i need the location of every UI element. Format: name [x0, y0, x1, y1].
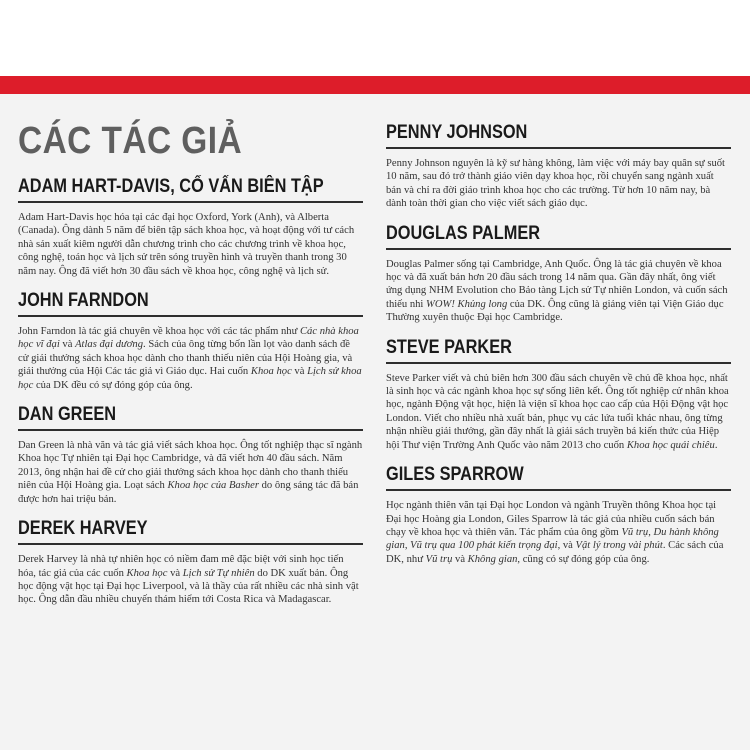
divider — [386, 362, 731, 364]
author-entry-palmer — [386, 223, 731, 325]
author-name: JOHN FARNDON — [18, 290, 149, 312]
left-column — [18, 120, 363, 619]
author-entry-harvey — [18, 518, 363, 607]
divider — [18, 201, 363, 203]
author-entry-johnson — [386, 122, 731, 211]
author-name: GILES SPARROW — [386, 464, 524, 486]
author-entry-hart-davis — [18, 176, 363, 278]
author-entry-sparrow — [386, 464, 731, 566]
author-entry-farndon — [18, 290, 363, 392]
author-bio: Adam Hart-Davis học hóa tại các đại học Oxford, York (Anh), và Alberta (Canada). Ông dành 5 năm để biên tập sách khoa học, và hoạt động với tư cách nhà sản xuất kiêm người dẫn chương trình cho các chương trình về khoa học, công nghệ, toán học và lịch sử trên sóng truyền hình và truyền thanh trong 30 năm nay. Ông đã viết hơn 30 đầu sách về khoa học, công nghệ và lịch sử. — [18, 212, 355, 277]
divider — [18, 543, 363, 545]
author-entry-parker — [386, 337, 731, 452]
author-bio: Steve Parker viết và chủ biên hơn 300 đầu sách chuyên về chủ đề khoa học, nhất là sinh học và các ngành khoa học sự sống liên kết. Ông tốt nghiệp cử nhân khoa học, ngành Động vật học, hiện là viện sĩ khoa học cao cấp của Hội Động vật học London. Viết cho nhiều nhà xuất bản, phục vụ các lứa tuổi khác nhau, ông từng nhận nhiều giải thưởng, gần đây nhất là giải sách truyền bá kiến thức của Hiệp hội Thư viện Trường Anh Quốc vào năm 2013 cho cuốn Khoa học quái chiêu. — [386, 372, 729, 451]
top-margin — [0, 0, 750, 76]
page-title: CÁC TÁC GIẢ — [18, 120, 243, 162]
divider — [18, 429, 363, 431]
author-bio: John Farndon là tác giả chuyên về khoa học với các tác phẩm như Các nhà khoa học vĩ đại và Atlas đại dương. Sách của ông từng bốn lần lọt vào danh sách đề cử giải thưởng sách khoa học dành cho thanh thiếu niên của Hội Hoàng gia, và giải thưởng của Hội Các tác giả vì Giáo dục. Hai cuốn Khoa học và Lịch sử khoa học của DK đều có sự đóng góp của ông. — [18, 326, 362, 391]
author-bio: Dan Green là nhà văn và tác giả viết sách khoa học. Ông tốt nghiệp thạc sĩ ngành Khoa học Tự nhiên tại Đại học Cambridge, và đã viết hơn 40 đầu sách. Năm 2013, ông nhận hai đề cử cho giải thưởng sách khoa học dành cho thanh thiếu niên của Hội Hoàng gia. Loạt sách Khoa học của Basher do ông sáng tác đã bán được hơn hai triệu bản. — [18, 440, 363, 505]
author-bio: Douglas Palmer sống tại Cambridge, Anh Quốc. Ông là tác giả chuyên về khoa học và đã xuất bản hơn 20 đầu sách trong 14 năm qua. Gần đây nhất, ông viết ứng dụng NHM Evolution cho Bảo tàng Lịch sử Tự nhiên London, và cuốn sách thiếu nhi WOW! Khủng long của DK. Ông cũng là giảng viên tại Viện Giáo dục Thường xuyên thuộc Đại học Cambridge. — [386, 258, 728, 324]
author-name: DEREK HARVEY — [18, 518, 148, 540]
author-entry-green — [18, 404, 363, 506]
author-name: PENNY JOHNSON — [386, 122, 528, 143]
author-name: DAN GREEN — [18, 404, 117, 426]
right-column — [386, 122, 731, 578]
author-bio: Học ngành thiên văn tại Đại học London và ngành Truyền thông Khoa học tại Đại học Hoàng gia London, Giles Sparrow là tác giả của nhiều cuốn sách bán chạy về khoa học và thiên văn. Tác phẩm của ông gồm Vũ trụ, Du hành không gian, Vũ trụ qua 100 phát kiến trọng đại, và Vật lý trong vài phút. Các sách của DK, như Vũ trụ và Không gian, cũng có sự đóng góp của ông. — [386, 500, 724, 565]
author-bio: Derek Harvey là nhà tự nhiên học có niềm đam mê đặc biệt với sinh học tiến hóa, tác giả của các cuốn Khoa học và Lịch sử Tự nhiên do DK xuất bản. Ông học động vật học tại Đại học Liverpool, và là thầy của rất nhiều các nhà sinh vật học. Ông dẫn đầu nhiều chuyến thám hiểm tới Costa Rica và Madagascar. — [18, 554, 359, 606]
author-name: STEVE PARKER — [386, 336, 512, 358]
divider — [386, 489, 731, 491]
divider — [18, 315, 363, 317]
author-bio: Penny Johnson nguyên là kỹ sư hàng không, làm việc với máy bay quân sự suốt 10 năm, sau đó trở thành giáo viên dạy khoa học, rồi chuyển sang ngành xuất bản và chỉ ra đời giáo trình khoa học cho các trường. Từ hơn 10 năm nay, bà dành toàn thời gian cho việc viết sách giáo dục. — [386, 158, 725, 210]
author-name: DOUGLAS PALMER — [386, 222, 541, 244]
accent-bar — [0, 76, 750, 94]
divider — [386, 248, 731, 250]
divider — [386, 147, 731, 149]
author-name: ADAM HART-DAVIS, CỐ VẤN BIÊN TẬP — [18, 176, 324, 197]
